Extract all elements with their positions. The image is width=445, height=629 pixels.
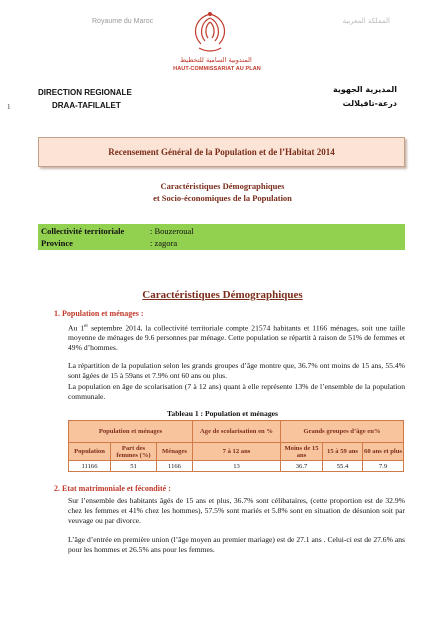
direction-ar-line1: المديرية الجهوية	[332, 85, 397, 94]
population-table	[68, 420, 404, 472]
collectivite-label: Collectivité territoriale	[41, 226, 125, 236]
province-label: Province	[41, 238, 73, 248]
th-60-plus: 60 ans et plus	[363, 443, 404, 461]
table-row	[69, 461, 404, 472]
cell-population: 11166	[69, 461, 111, 472]
direction-ar	[333, 83, 397, 111]
cell-60-plus: 7.9	[363, 461, 404, 472]
direction-fr	[38, 86, 132, 112]
section1-heading: 1. Population et ménages :	[54, 309, 144, 318]
section2-paragraph2: L’âge d’entrée en première union (l’âge moyen au premier mariage) est de 27.1 ans . Celui-ci est de 27.6% ans pour les hommes et 26.5% ans pour les femmes.	[68, 535, 405, 554]
logo-text-ar: المندوبية السامية للتخطيط	[180, 56, 252, 64]
th-population-menages: Population et ménages	[69, 421, 193, 443]
country-fr: Royaume du Maroc	[92, 18, 154, 25]
margin-mark: 1	[7, 103, 11, 111]
collectivite-band	[38, 224, 405, 250]
country-ar: المملكة المغربية	[342, 17, 390, 25]
subtitle-line2: et Socio-économiques de la Population	[153, 193, 292, 203]
direction-ar-line2: درعة-تافيلالت	[342, 99, 397, 108]
section2-heading: 2. Etat matrimoniale et fécondité :	[54, 484, 171, 493]
th-population: Population	[69, 443, 111, 461]
th-part-femmes: Part des femmes (%)	[111, 443, 157, 461]
cell-femmes: 51	[111, 461, 157, 472]
document-title: Recensement Général de la Population et de l’Habitat 2014	[108, 147, 335, 157]
th-menages: Ménages	[157, 443, 193, 461]
th-7-12: 7 à 12 ans	[193, 443, 281, 461]
th-moins-15: Moins de 15 ans	[281, 443, 323, 461]
th-15-59: 15 à 59 ans	[323, 443, 363, 461]
section-heading: Caractéristiques Démographiques	[142, 289, 303, 301]
province-value: : zagora	[150, 238, 178, 248]
document-title-box	[38, 137, 405, 167]
hcp-logo-icon	[165, 8, 255, 56]
direction-fr-line1: DIRECTION REGIONALE	[38, 88, 132, 97]
th-groupes-age: Grands groupes d’âge en%	[281, 421, 404, 443]
table-caption: Tableau 1 : Population et ménages	[167, 409, 278, 418]
section1-paragraph3: La population en âge de scolarisation (7 à 12 ans) quant à elle représente 13% de l’ensemble de la population communale.	[68, 382, 405, 401]
section1-paragraph1: Au 1er septembre 2014, la collectivité territoriale compte 21574 habitants et 1166 ménages, soit une taille moyenne de ménages de 9.6 personnes par ménage. Cette population se répartit à raison de 51% de femmes et 49% d’hommes.	[68, 323, 405, 353]
section2-paragraph1: Sur l’ensemble des habitants âgés de 15 ans et plus, 36.7% sont célibataires, (cette proportion est de 32.9% chez les femmes et 41% chez les hommes), 57.5% sont mariés et 5.8% sont en situation de désunion soit par veuvage ou par divorce.	[68, 496, 405, 525]
logo-text-fr: HAUT-COMMISSARIAT AU PLAN	[173, 66, 261, 72]
subtitle-line1: Caractéristiques Démographiques	[160, 181, 285, 191]
cell-menages: 1166	[157, 461, 193, 472]
cell-15-59: 55.4	[323, 461, 363, 472]
cell-scolarisation: 13	[193, 461, 281, 472]
th-scolarisation: Age de scolarisation en %	[193, 421, 281, 443]
section1-paragraph2: La répartition de la population selon les grands groupes d’âge montre que, 36.7% ont moins de 15 ans, 55.4% sont âgées de 15 à 59ans et 7.9% ont 60 ans ou plus.	[68, 361, 405, 380]
cell-moins-15: 36.7	[281, 461, 323, 472]
direction-fr-line2: DRAA-TAFILALET	[52, 101, 121, 110]
collectivite-value: : Bouzeroual	[150, 226, 194, 236]
